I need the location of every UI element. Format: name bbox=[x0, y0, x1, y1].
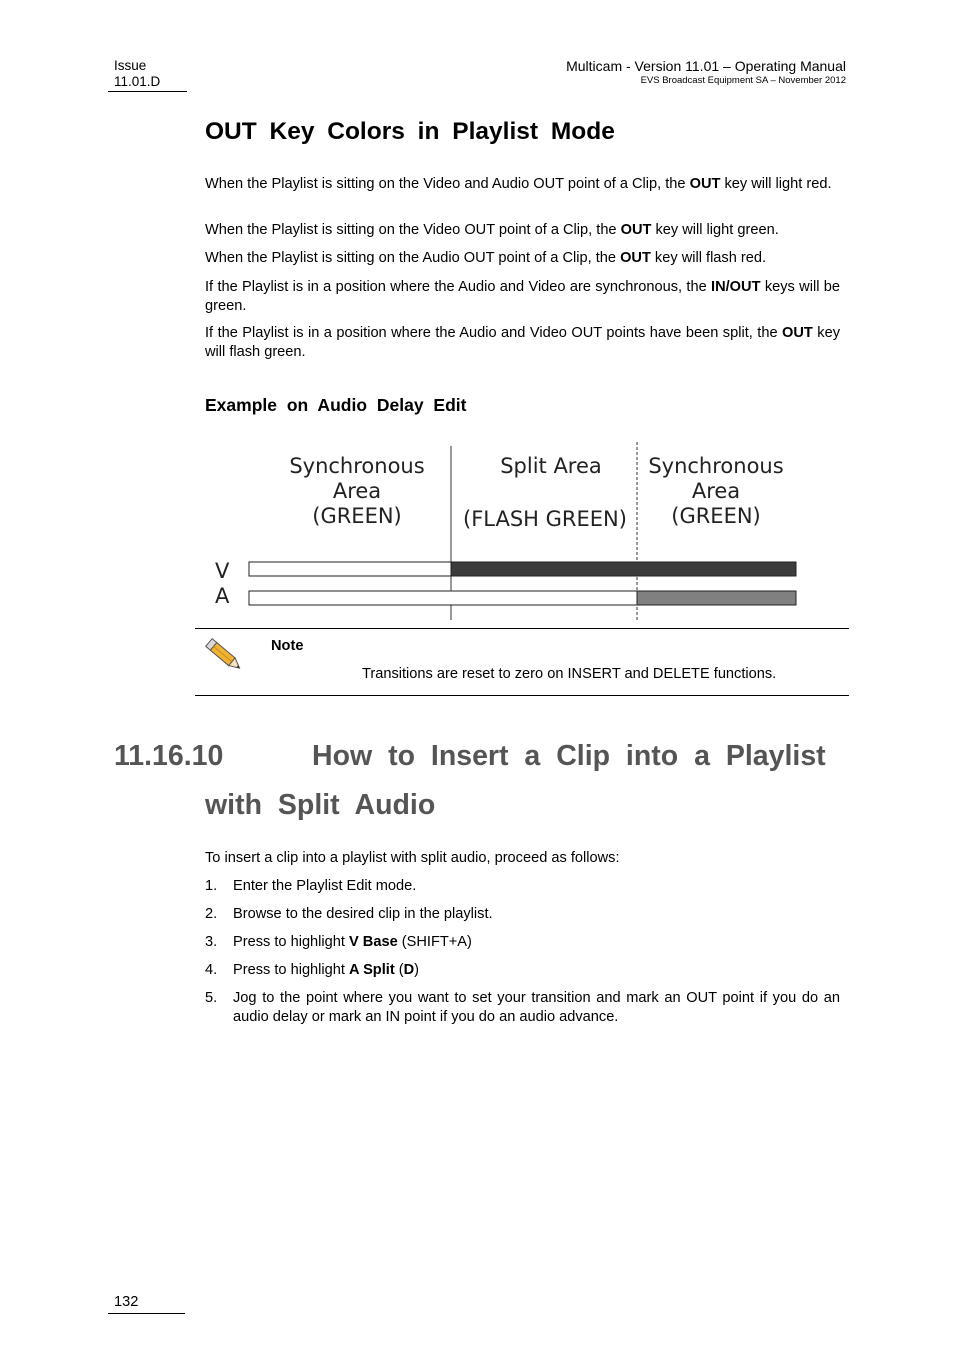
manual-title: Multicam - Version 11.01 – Operating Manual bbox=[566, 58, 846, 74]
note-top-rule bbox=[195, 628, 849, 629]
col1-line3: (GREEN) bbox=[312, 504, 402, 528]
note-bottom-rule bbox=[195, 695, 849, 696]
video-bar-empty bbox=[249, 562, 451, 576]
note-label: Note bbox=[271, 638, 304, 654]
col2-line1: Split Area bbox=[500, 454, 602, 478]
note-text: Transitions are reset to zero on INSERT and DELETE functions. bbox=[362, 666, 777, 682]
footer-divider bbox=[108, 1313, 185, 1314]
intro-paragraph: To insert a clip into a playlist with split audio, proceed as follows: bbox=[205, 850, 620, 866]
section-heading-out-key: OUT Key Colors in Playlist Mode bbox=[205, 118, 615, 145]
audio-delay-diagram bbox=[205, 440, 805, 625]
paragraph: When the Playlist is sitting on the Audio OUT point of a Clip, the OUT key will flash red. bbox=[205, 250, 767, 266]
paragraph: When the Playlist is sitting on the Video OUT point of a Clip, the OUT key will light green. bbox=[205, 222, 779, 238]
paragraph: If the Playlist is in a position where the Audio and Video OUT points have been split, the OUT key will flash green. bbox=[205, 325, 840, 360]
header-title-block bbox=[566, 58, 846, 87]
col3-line1: Synchronous bbox=[648, 454, 784, 478]
col1-line2: Area bbox=[332, 479, 382, 503]
section-title-line2: with Split Audio bbox=[205, 789, 436, 821]
section-title-line1: How to Insert a Clip into a Playlist bbox=[312, 740, 826, 772]
col1-line1: Synchronous bbox=[289, 454, 425, 478]
video-bar-filled bbox=[451, 562, 796, 576]
pencil-icon bbox=[204, 636, 246, 676]
audio-bar-filled bbox=[637, 591, 796, 605]
col3-line2: Area bbox=[691, 479, 741, 503]
row-label-video: V bbox=[215, 559, 230, 583]
issue-block bbox=[114, 58, 160, 90]
issue-label: Issue bbox=[114, 58, 147, 73]
row-label-audio: A bbox=[215, 584, 230, 608]
section-number: 11.16.10 bbox=[114, 740, 224, 772]
col2-line2: (FLASH GREEN) bbox=[463, 507, 627, 531]
col3-line3: (GREEN) bbox=[671, 504, 761, 528]
issue-value: 11.01.D bbox=[114, 74, 161, 89]
company-date: EVS Broadcast Equipment SA – November 2012 bbox=[640, 75, 846, 86]
header-divider bbox=[108, 91, 187, 92]
paragraph: If the Playlist is in a position where the Audio and Video are synchronous, the IN/OUT keys will be green. bbox=[205, 279, 840, 314]
audio-bar-empty bbox=[249, 591, 637, 605]
paragraph: When the Playlist is sitting on the Video and Audio OUT point of a Clip, the OUT key will light red. bbox=[205, 176, 832, 192]
example-heading: Example on Audio Delay Edit bbox=[205, 395, 467, 415]
page-number: 132 bbox=[114, 1294, 139, 1310]
